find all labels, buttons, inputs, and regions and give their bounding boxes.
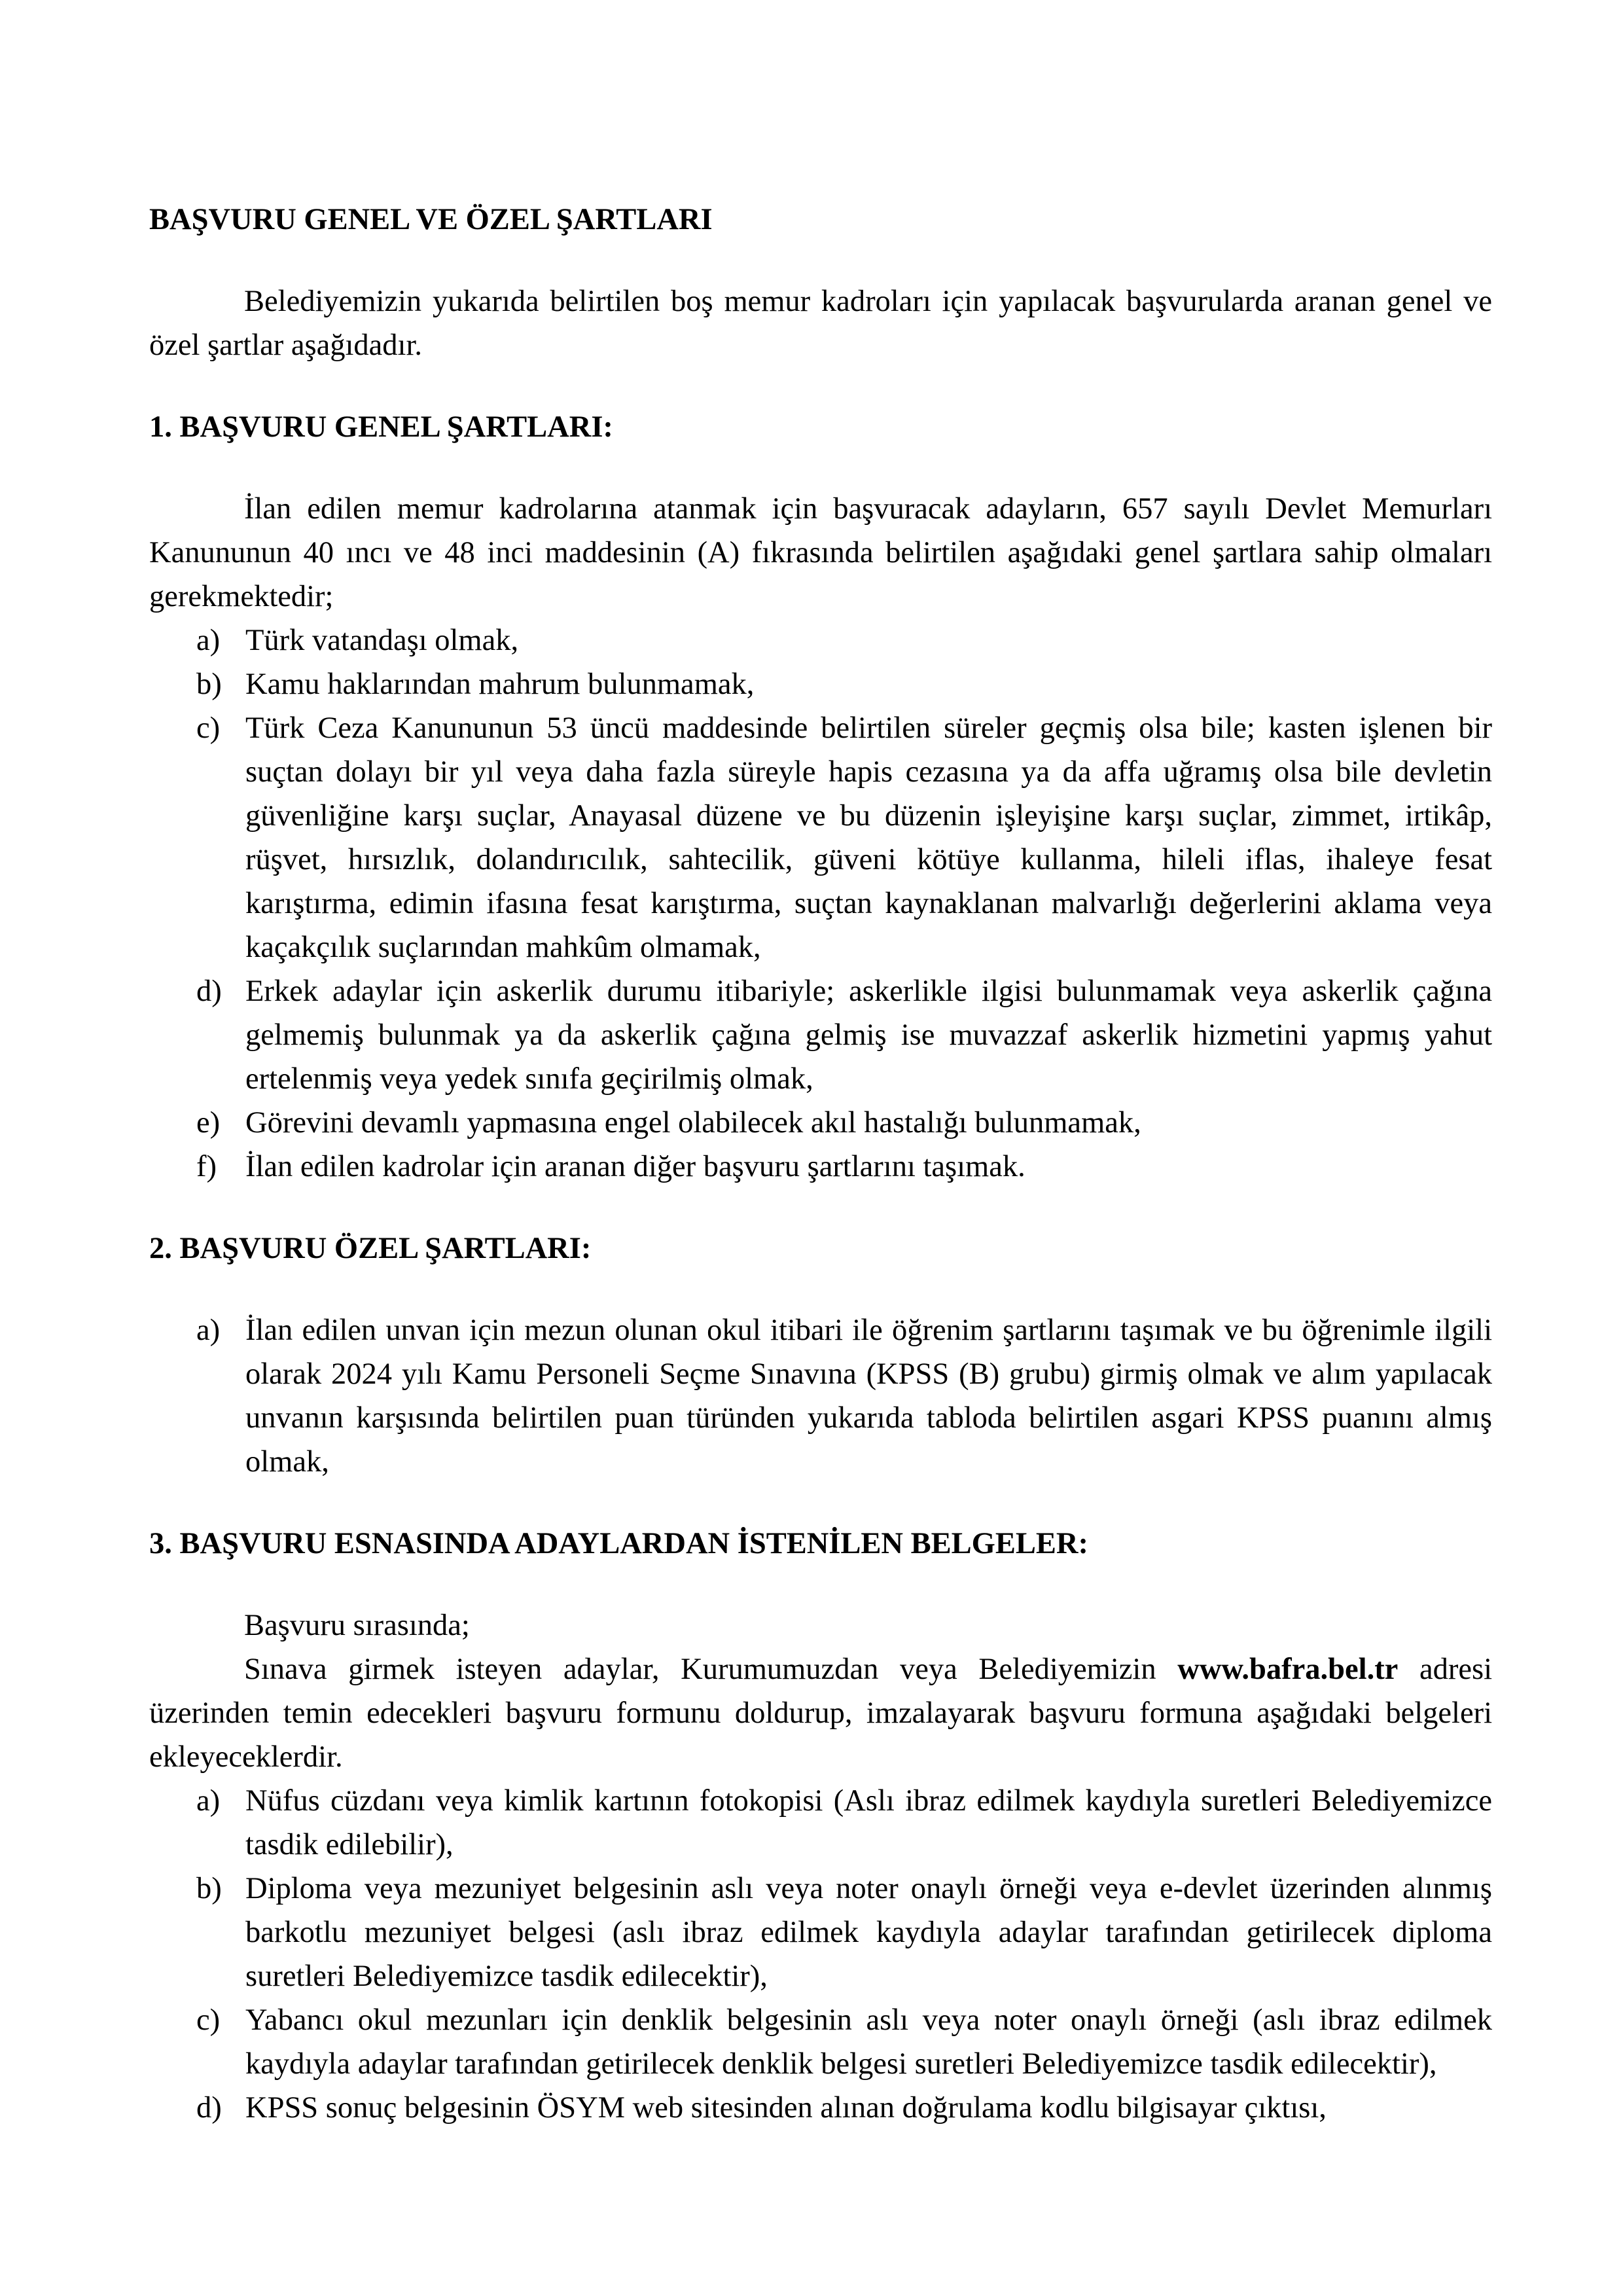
spacer [149,1484,1492,1522]
list-item-text: KPSS sonuç belgesinin ÖSYM web sitesinden alınan doğrulama kodlu bilgisayar çıktısı, [245,2091,1327,2125]
list-marker: c) [196,711,221,745]
section3-paragraph [149,1647,1492,1779]
list-item [149,969,1492,1101]
list-marker: c) [196,2003,221,2037]
list-marker: a) [196,1784,221,1818]
list-marker: a) [196,1314,221,1347]
spacer [149,1566,1492,1604]
list-item-text: Nüfus cüzdanı veya kimlik kartının fotokopisi (Aslı ibraz edilmek kaydıyla suretleri Belediyemizce tasdik edilebilir), [245,1784,1492,1861]
list-item [149,706,1492,969]
section3-lead: Başvuru sırasında; [244,1609,470,1642]
list-marker: e) [196,1106,221,1139]
list-item-text: Görevini devamlı yapmasına engel olabilecek akıl hastalığı bulunmamak, [245,1106,1141,1139]
list-item-text: Erkek adaylar için askerlik durumu itibariyle; askerlikle ilgisi bulunmamak veya askerlik çağına gelmemiş bulunmak ya da askerlik çağına gelmiş ise muvazzaf askerlik hizmetini yapmış yahut ertelenmiş veya yedek sınıfa geçirilmiş olmak, [245,975,1492,1096]
list-item [149,619,1492,662]
section3-paragraph-before: Sınava girmek isteyen adaylar, Kurumumuzdan veya Belediyemizin [244,1653,1156,1686]
list-marker: d) [196,975,222,1008]
list-item [149,1308,1492,1484]
list-item [149,1867,1492,1998]
spacer [149,242,1492,279]
spacer [149,367,1492,405]
list-item-text: Diploma veya mezuniyet belgesinin aslı veya noter onaylı örneği veya e-devlet üzerinden alınmış barkotlu mezuniyet belgesi (aslı ibraz edilmek kaydıyla adaylar tarafından getirilecek diploma suretleri Belediyemizce tasdik edilecektir), [245,1872,1492,1993]
list-item-text: Türk Ceza Kanununun 53 üncü maddesinde belirtilen süreler geçmiş olsa bile; kasten işlenen bir suçtan dolayı bir yıl veya daha fazla süreyle hapis cezasına ya da affa uğramış olsa bile devletin güvenliğine karşı suçlar, Anayasal düzene ve bu düzenin işleyişine karşı suçlar, zimmet, irtikâp, rüşvet, hırsızlık, dolandırıcılık, sahtecilik, güveni kötüye kullanma, hileli iflas, ihaleye fesat karıştırma, edimin ifasına fesat karıştırma, suçtan kaynaklanan malvarlığı değerlerini aklama veya kaçakçılık suçlarından mahkûm olmamak, [245,711,1492,964]
intro-paragraph: Belediyemizin yukarıda belirtilen boş memur kadroları için yapılacak başvurularda aranan genel ve özel şartlar aşağıdadır. [149,285,1492,362]
list-marker: f) [196,1150,217,1183]
list-item [149,1101,1492,1145]
spacer [149,1270,1492,1308]
document-title: BAŞVURU GENEL VE ÖZEL ŞARTLARI [149,203,713,236]
list-marker: b) [196,1872,222,1905]
list-item [149,1779,1492,1867]
list-item-text: Yabancı okul mezunları için denklik belgesinin aslı veya noter onaylı örneği (aslı ibraz edilmek kaydıyla adaylar tarafından getirilecek denklik belgesi suretleri Belediyemizce tasdik edilecektir), [245,2003,1492,2081]
section1-list [149,619,1492,1189]
section3-heading: 3. BAŞVURU ESNASINDA ADAYLARDAN İSTENİLEN BELGELER: [149,1527,1088,1560]
list-item [149,2086,1492,2130]
list-item-text: Kamu haklarından mahrum bulunmamak, [245,668,755,701]
list-marker: a) [196,624,221,657]
spacer [149,1189,1492,1227]
section3-paragraph-after: adresi üzerinden temin edecekleri başvuru formunu doldurup, imzalayarak başvuru formuna aşağıdaki belgeleri ekleyeceklerdir. [149,1653,1493,1774]
list-marker: b) [196,668,222,701]
list-item-text: Türk vatandaşı olmak, [245,624,519,657]
section1-paragraph: İlan edilen memur kadrolarına atanmak için başvuracak adayların, 657 sayılı Devlet Memurları Kanununun 40 ıncı ve 48 inci maddesinin (A) fıkrasında belirtilen aşağıdaki genel şartlara sahip olmaları gerekmektedir; [149,492,1492,613]
list-marker: d) [196,2091,222,2125]
section3-list [149,1779,1492,2130]
section2-heading: 2. BAŞVURU ÖZEL ŞARTLARI: [149,1232,592,1265]
list-item [149,662,1492,706]
list-item [149,1998,1492,2086]
spacer [149,449,1492,487]
list-item-text: İlan edilen unvan için mezun olunan okul itibari ile öğrenim şartlarını taşımak ve bu öğrenimle ilgili olarak 2024 yılı Kamu Personeli Seçme Sınavına (KPSS (B) grubu) girmiş olmak ve alım yapılacak unvanın karşısında belirtilen puan türünden yukarıda tabloda belirtilen asgari KPSS puanını almış olmak, [245,1314,1492,1479]
website-link[interactable]: www.bafra.bel.tr [1177,1653,1399,1686]
section2-list [149,1308,1492,1484]
section1-heading: 1. BAŞVURU GENEL ŞARTLARI: [149,410,613,444]
list-item [149,1145,1492,1189]
list-item-text: İlan edilen kadrolar için aranan diğer başvuru şartlarını taşımak. [245,1150,1026,1183]
